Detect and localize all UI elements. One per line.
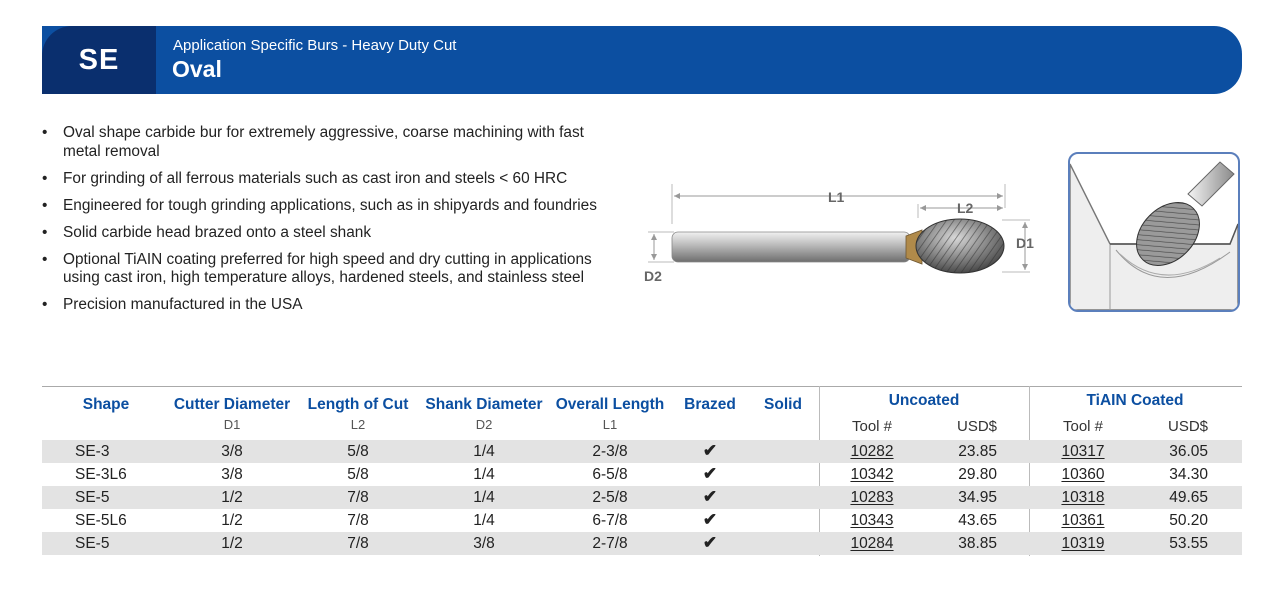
- header-brazed: Brazed: [684, 396, 736, 413]
- cell-price-tiain: 50.20: [1169, 512, 1208, 529]
- cell-shape: SE-5: [75, 489, 110, 506]
- brazed-check-icon: ✔: [702, 487, 718, 506]
- cell-l2: 7/8: [347, 512, 369, 529]
- feature-item: • For grinding of all ferrous materials such as cast iron and steels < 60 HRC: [42, 170, 612, 189]
- brazed-check-icon: ✔: [702, 441, 718, 460]
- cell-d2: 1/4: [473, 443, 495, 460]
- cell-d1: 1/2: [221, 489, 243, 506]
- tool-number-link[interactable]: 10343: [850, 512, 894, 529]
- header-shape: Shape: [82, 396, 130, 413]
- feature-item: • Optional TiAIN coating preferred for high speed and dry cutting in applications using cast iron, high temperature alloys, hardened steels, and stainless steel: [42, 251, 612, 288]
- cell-d1: 3/8: [221, 443, 243, 460]
- cell-d1: 1/2: [221, 535, 243, 552]
- cell-shape: SE-5: [75, 535, 110, 552]
- brazed-check-icon: ✔: [702, 464, 718, 483]
- tool-number-link[interactable]: 10282: [850, 443, 894, 460]
- cell-l2: 7/8: [347, 535, 369, 552]
- table-row: [42, 440, 1242, 463]
- table-top-rule: [42, 386, 1242, 387]
- cell-d2: 1/4: [473, 489, 495, 506]
- application-illustration: [1068, 152, 1240, 312]
- subheader-tool-uncoated: Tool #: [851, 418, 893, 435]
- cell-d1: 1/2: [221, 512, 243, 529]
- subheader-usd-uncoated: USD$: [956, 418, 998, 435]
- cell-price-uncoated: 34.95: [958, 489, 997, 506]
- subheader-d2: D2: [475, 417, 493, 432]
- tool-number-link[interactable]: 10361: [1061, 512, 1105, 529]
- subheader-l2: L2: [350, 417, 366, 432]
- cell-l1: 6-7/8: [592, 512, 628, 529]
- header-length-of-cut: Length of Cut: [307, 396, 409, 413]
- cell-price-tiain: 34.30: [1169, 466, 1208, 483]
- header-solid: Solid: [764, 396, 802, 413]
- table-row: [42, 486, 1242, 509]
- table-row: [42, 463, 1242, 486]
- brazed-check-icon: ✔: [702, 510, 718, 529]
- header-overall-length: Overall Length: [555, 396, 665, 413]
- cell-l1: 2-7/8: [592, 535, 628, 552]
- cell-shape: SE-3L6: [75, 466, 127, 483]
- header-uncoated: Uncoated: [888, 392, 960, 409]
- l2-label: L2: [957, 200, 974, 216]
- feature-item: • Solid carbide head brazed onto a steel shank: [42, 224, 612, 243]
- feature-item: • Engineered for tough grinding applications, such as in shipyards and foundries: [42, 197, 612, 216]
- header-shank-diameter: Shank Diameter: [425, 396, 543, 413]
- tool-number-link[interactable]: 10342: [850, 466, 894, 483]
- feature-list: [42, 124, 612, 324]
- header-cutter-diameter: Cutter Diameter: [173, 396, 291, 413]
- feature-item: • Precision manufactured in the USA: [42, 296, 612, 315]
- cell-d2: 1/4: [473, 512, 495, 529]
- bur-dimension-diagram: [630, 180, 1050, 295]
- subheader-d1: D1: [223, 417, 241, 432]
- tool-number-link[interactable]: 10319: [1061, 535, 1105, 552]
- brazed-check-icon: ✔: [702, 533, 718, 552]
- page-title: Oval: [172, 56, 222, 82]
- cell-price-tiain: 53.55: [1169, 535, 1208, 552]
- cell-l1: 2-3/8: [592, 443, 628, 460]
- tool-number-link[interactable]: 10360: [1061, 466, 1105, 483]
- table-row: [42, 532, 1242, 555]
- page-subtitle: Application Specific Burs - Heavy Duty Cut: [173, 37, 457, 54]
- d1-label: D1: [1016, 235, 1034, 251]
- cell-price-uncoated: 29.80: [958, 466, 997, 483]
- cell-l1: 6-5/8: [592, 466, 628, 483]
- workpiece-illustration: [1070, 154, 1238, 310]
- cell-price-tiain: 49.65: [1169, 489, 1208, 506]
- cell-price-uncoated: 23.85: [958, 443, 997, 460]
- subheader-l1: L1: [602, 417, 618, 432]
- cell-l2: 7/8: [347, 489, 369, 506]
- subheader-tool-tiain: Tool #: [1062, 418, 1104, 435]
- cell-price-uncoated: 43.65: [958, 512, 997, 529]
- cell-l2: 5/8: [347, 443, 369, 460]
- cell-price-tiain: 36.05: [1169, 443, 1208, 460]
- cell-d2: 1/4: [473, 466, 495, 483]
- feature-item: • Oval shape carbide bur for extremely aggressive, coarse machining with fast metal removal: [42, 124, 612, 161]
- d2-label: D2: [644, 268, 662, 284]
- table-row: [42, 509, 1242, 532]
- cell-d2: 3/8: [473, 535, 495, 552]
- tool-number-link[interactable]: 10318: [1061, 489, 1105, 506]
- cell-price-uncoated: 38.85: [958, 535, 997, 552]
- subheader-usd-tiain: USD$: [1167, 418, 1209, 435]
- tool-number-link[interactable]: 10317: [1061, 443, 1105, 460]
- tool-number-link[interactable]: 10283: [850, 489, 894, 506]
- cell-l2: 5/8: [347, 466, 369, 483]
- cell-shape: SE-5L6: [75, 512, 127, 529]
- cell-shape: SE-3: [75, 443, 110, 460]
- cell-d1: 3/8: [221, 466, 243, 483]
- cell-l1: 2-5/8: [592, 489, 628, 506]
- l1-label: L1: [828, 189, 845, 205]
- product-table: [42, 386, 1242, 558]
- tool-number-link[interactable]: 10284: [850, 535, 894, 552]
- header-tiain-coated: TiAIN Coated: [1086, 392, 1184, 409]
- series-badge: SE: [42, 26, 156, 94]
